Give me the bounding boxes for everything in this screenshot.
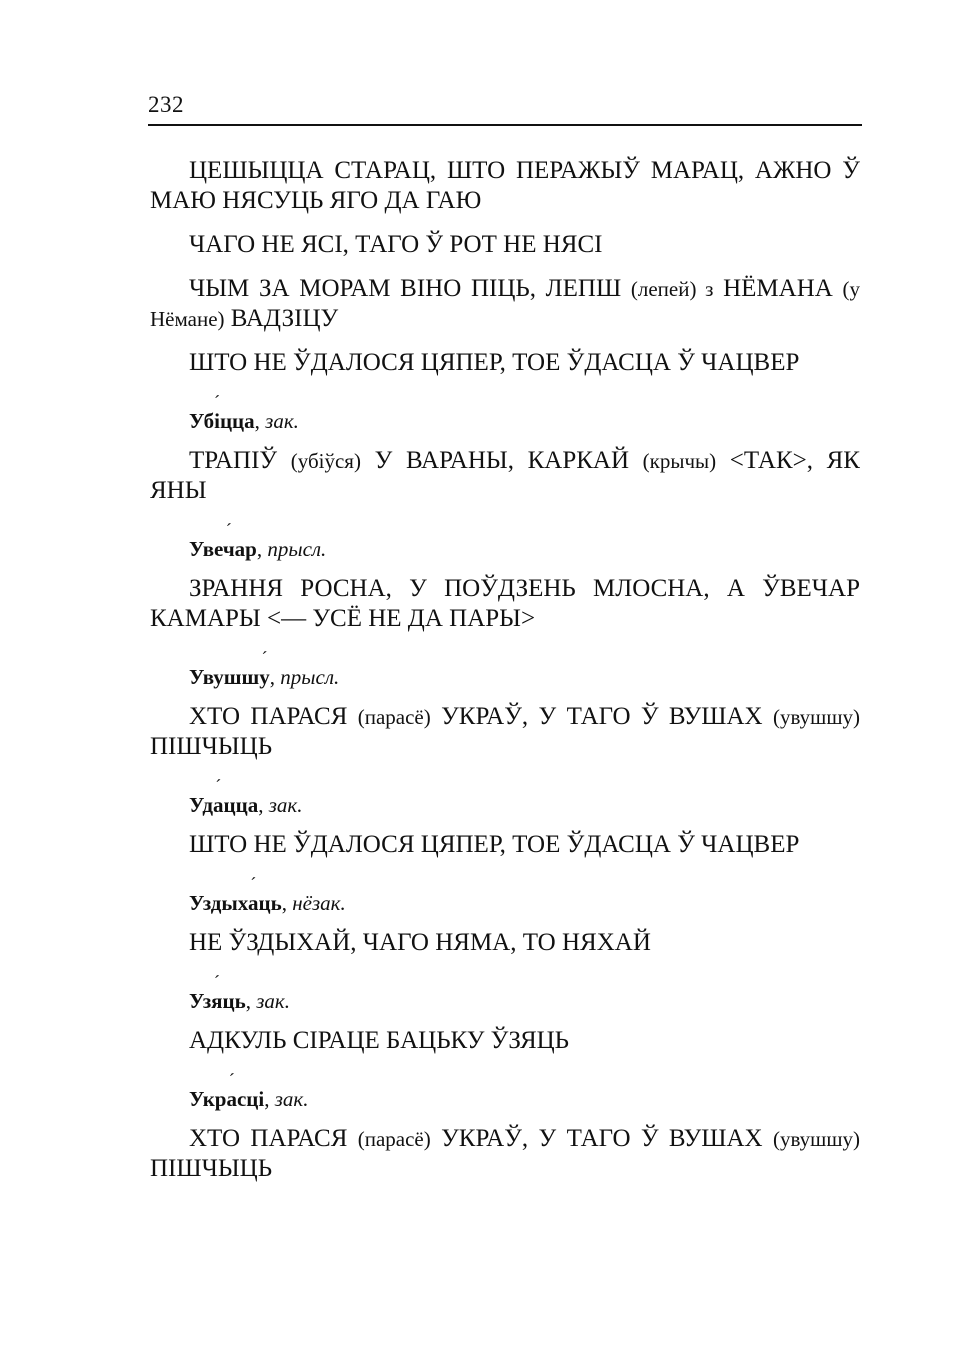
- headword: Увушшу ˊ: [189, 665, 270, 689]
- proverb-text: [150, 230, 860, 260]
- page-number: 232: [148, 92, 184, 117]
- headword-entry: [189, 776, 860, 818]
- proverb-fragment: НЕ ЎЗДЫХАЙ, ЧАГО НЯМА, ТО НЯХАЙ: [189, 929, 651, 956]
- stress-mark: ˊ: [214, 392, 221, 412]
- stress-mark: ˊ: [250, 874, 257, 894]
- part-of-speech: зак.: [274, 1087, 309, 1111]
- separator: ,: [254, 409, 266, 433]
- proverb-text: [150, 446, 860, 506]
- headword: Узяць ˊ: [189, 989, 246, 1013]
- proverb-text: [150, 1124, 860, 1184]
- part-of-speech: зак.: [268, 793, 303, 817]
- proverb-text: [150, 274, 860, 334]
- proverb-fragment: У ВАРАНЫ, КАРКАЙ: [360, 447, 643, 474]
- proverb-fragment: УКРАЎ, У ТАГО Ў ВУШАХ: [430, 703, 773, 730]
- part-of-speech: зак.: [256, 989, 290, 1013]
- separator: ,: [269, 665, 281, 689]
- proverb-fragment: ЧЫМ ЗА МОРАМ ВІНО ПІЦЬ, ЛЕПШ: [189, 275, 631, 302]
- variant-note: (парасё): [357, 705, 431, 729]
- separator: ,: [281, 891, 293, 915]
- headword: Украсці ˊ: [189, 1087, 264, 1111]
- headword-entry: [189, 972, 860, 1014]
- proverb-text: [150, 348, 860, 378]
- proverb-fragment: ТРАПІЎ: [189, 447, 291, 474]
- headword-entry: [189, 392, 860, 434]
- stress-mark: ˊ: [213, 972, 220, 992]
- part-of-speech: прысл.: [267, 537, 327, 561]
- headword: Уздыхаць ˊ: [189, 891, 282, 915]
- proverb-text: [150, 156, 860, 216]
- proverb-fragment: ПІШЧЫЦЬ: [150, 733, 273, 760]
- proverb-text: [150, 1026, 860, 1056]
- proverb-fragment: ШТО НЕ ЎДАЛОСЯ ЦЯПЕР, ТОЕ ЎДАСЦА Ў ЧАЦВЕР: [189, 831, 800, 858]
- proverb-fragment: ЧАГО НЕ ЯСІ, ТАГО Ў РОТ НЕ НЯСІ: [189, 231, 603, 258]
- stress-mark: ˊ: [225, 520, 232, 540]
- separator: ,: [264, 1087, 275, 1111]
- headword-entry: [189, 1070, 860, 1112]
- headword-entry: [189, 520, 860, 562]
- header-rule: [148, 124, 862, 126]
- proverb-text: [150, 830, 860, 860]
- variant-note: (увушшу): [772, 705, 860, 729]
- separator: ,: [245, 989, 257, 1013]
- variant-note: (убіўся): [290, 449, 361, 473]
- headword-entry: [189, 874, 860, 916]
- proverb-fragment: ХТО ПАРАСЯ: [189, 1125, 358, 1152]
- proverb-fragment: ЦЕШЫЦЦА СТАРАЦ, ШТО ПЕРАЖЫЎ МАРАЦ, АЖНО Ў МАЮ НЯСУЦЬ ЯГО ДА ГАЮ: [150, 157, 860, 214]
- part-of-speech: прысл.: [280, 665, 340, 689]
- proverb-text: [150, 574, 860, 634]
- headword: Убіцца ˊ: [189, 409, 255, 433]
- proverb-fragment: ВАДЗІЦУ: [224, 305, 339, 332]
- variant-note: (увушшу): [772, 1127, 860, 1151]
- proverb-fragment: НЁМАНА: [713, 275, 843, 302]
- proverb-text: [150, 702, 860, 762]
- dictionary-content: [150, 156, 860, 1198]
- stress-mark: ˊ: [261, 648, 268, 668]
- separator: ,: [258, 793, 269, 817]
- headword: Удацца ˊ: [189, 793, 258, 817]
- proverb-fragment: ПІШЧЫЦЬ: [150, 1155, 273, 1182]
- proverb-fragment: ЗРАННЯ РОСНА, У ПОЎДЗЕНЬ МЛОСНА, А ЎВЕЧАР КАМАРЫ <— УСЁ НЕ ДА ПАРЫ>: [150, 575, 860, 632]
- variant-note: (лепей) з: [630, 277, 714, 301]
- stress-mark: ˊ: [228, 1070, 235, 1090]
- variant-note: (у Нёмане): [150, 277, 860, 331]
- headword-entry: [189, 648, 860, 690]
- proverb-fragment: ХТО ПАРАСЯ: [189, 703, 358, 730]
- variant-note: (парасё): [357, 1127, 431, 1151]
- variant-note: (крычы): [642, 449, 717, 473]
- proverb-fragment: <ТАК>, ЯК ЯНЫ: [150, 447, 860, 504]
- part-of-speech: зак.: [265, 409, 299, 433]
- proverb-fragment: АДКУЛЬ СІРАЦЕ БАЦЬКУ ЎЗЯЦЬ: [189, 1027, 570, 1054]
- stress-mark: ˊ: [215, 776, 222, 796]
- proverb-fragment: ШТО НЕ ЎДАЛОСЯ ЦЯПЕР, ТОЕ ЎДАСЦА Ў ЧАЦВЕР: [189, 349, 800, 376]
- headword: Увечар ˊ: [189, 537, 257, 561]
- separator: ,: [256, 537, 268, 561]
- part-of-speech: нёзак.: [292, 891, 346, 915]
- proverb-text: [150, 928, 860, 958]
- proverb-fragment: УКРАЎ, У ТАГО Ў ВУШАХ: [430, 1125, 773, 1152]
